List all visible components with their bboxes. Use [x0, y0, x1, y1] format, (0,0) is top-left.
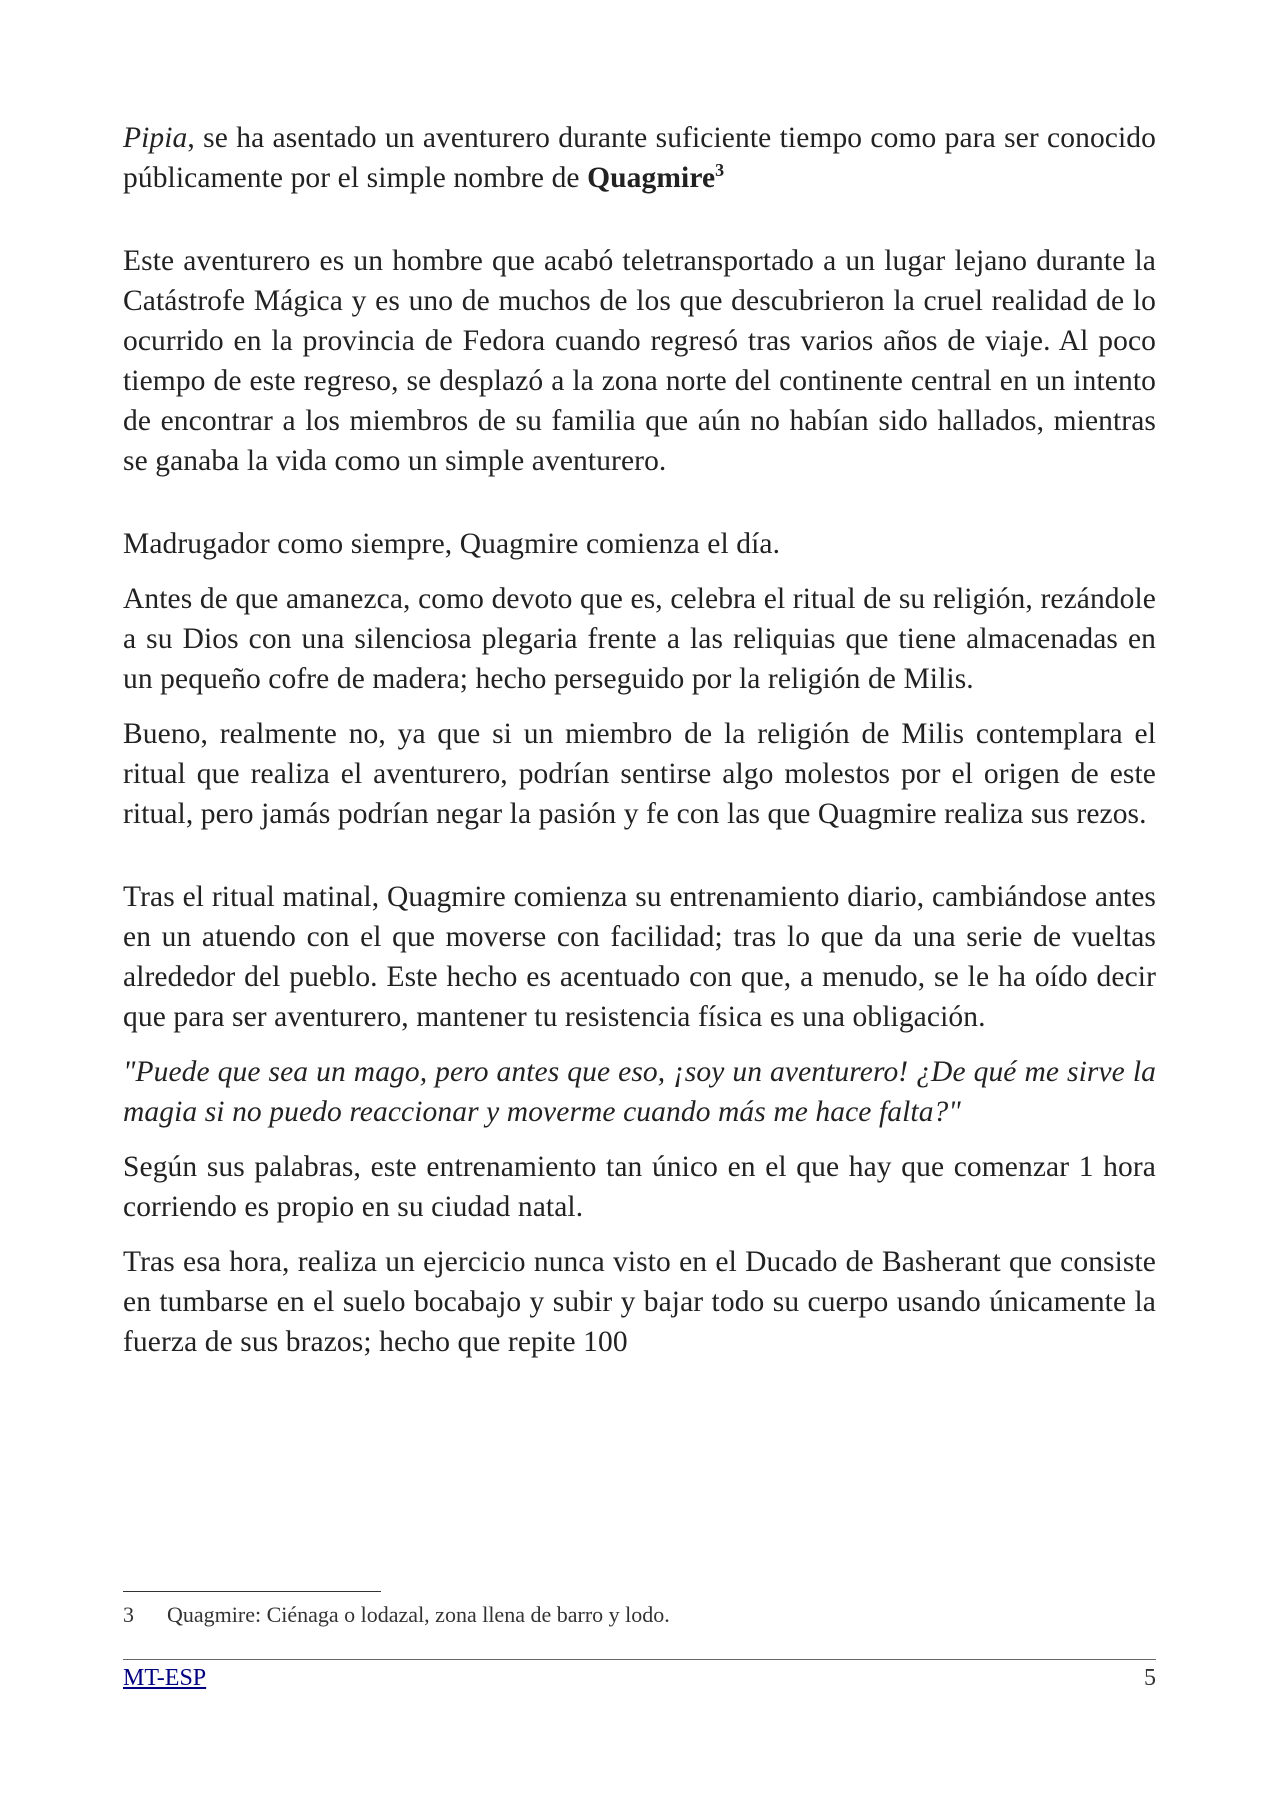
page-body [123, 118, 1156, 1362]
footnote-divider [123, 1591, 381, 1592]
quote-paragraph: "Puede que sea un mago, pero antes que eso, ¡soy un aventurero! ¿De qué me sirve la magia si no puedo reaccionar y moverme cuando más me hace falta?" [123, 1056, 1156, 1128]
footnote [123, 1600, 1156, 1630]
paragraph-5: Bueno, realmente no, ya que si un miembro de la religión de Milis contemplara el ritual que realiza el aventurero, podrían sentirse algo molestos por el origen de este ritual, pero jamás podrían negar la pasión y fe con las que Quagmire realiza sus rezos. [123, 718, 1156, 830]
paragraph-6: Tras el ritual matinal, Quagmire comienza su entrenamiento diario, cambiándose antes en un atuendo con el que moverse con facilidad; tras lo que da una serie de vueltas alrededor del pueblo. Este hecho es acentuado con que, a menudo, se le ha oído decir que para ser aventurero, mantener tu resistencia física es una obligación. [123, 881, 1156, 1033]
paragraph-2: Este aventurero es un hombre que acabó teletransportado a un lugar lejano durante la Catástrofe Mágica y es uno de muchos de los que descubrieron la cruel realidad de lo ocurrido en la provincia de Fedora cuando regresó tras varios años de viaje. Al poco tiempo de este regreso, se desplazó a la zona norte del continente central en un intento de encontrar a los miembros de su familia que aún no habían sido hallados, mientras se ganaba la vida como un simple aventurero. [123, 245, 1156, 477]
paragraph-1-text: , se ha asentado un aventurero durante suficiente tiempo como para ser conocido públicamente por el simple nombre de [123, 122, 1156, 194]
footnote-number: 3 [123, 1602, 134, 1627]
footnote-reference[interactable]: 3 [715, 160, 725, 181]
place-name: Pipia [123, 122, 188, 154]
page-number: 5 [1144, 1665, 1156, 1691]
footnote-text: Quagmire: Ciénaga o lodazal, zona llena de barro y lodo. [167, 1602, 670, 1627]
footer-divider [123, 1659, 1156, 1660]
paragraph-9: Tras esa hora, realiza un ejercicio nunca visto en el Ducado de Basherant que consiste en tumbarse en el suelo bocabajo y subir y bajar todo su cuerpo usando únicamente la fuerza de sus brazos; hecho que repite 100 [123, 1246, 1156, 1358]
quagmire-name: Quagmire [587, 162, 716, 194]
paragraph-3: Madrugador como siempre, Quagmire comienza el día. [123, 528, 781, 560]
paragraph-4: Antes de que amanezca, como devoto que es, celebra el ritual de su religión, rezándole a su Dios con una silenciosa plegaria frente a las reliquias que tiene almacenadas en un pequeño cofre de madera; hecho perseguido por la religión de Milis. [123, 583, 1156, 695]
footer-link[interactable]: MT-ESP [123, 1665, 207, 1691]
paragraph-8: Según sus palabras, este entrenamiento tan único en el que hay que comenzar 1 hora corriendo es propio en su ciudad natal. [123, 1151, 1156, 1223]
paragraph-1 [123, 118, 1156, 198]
